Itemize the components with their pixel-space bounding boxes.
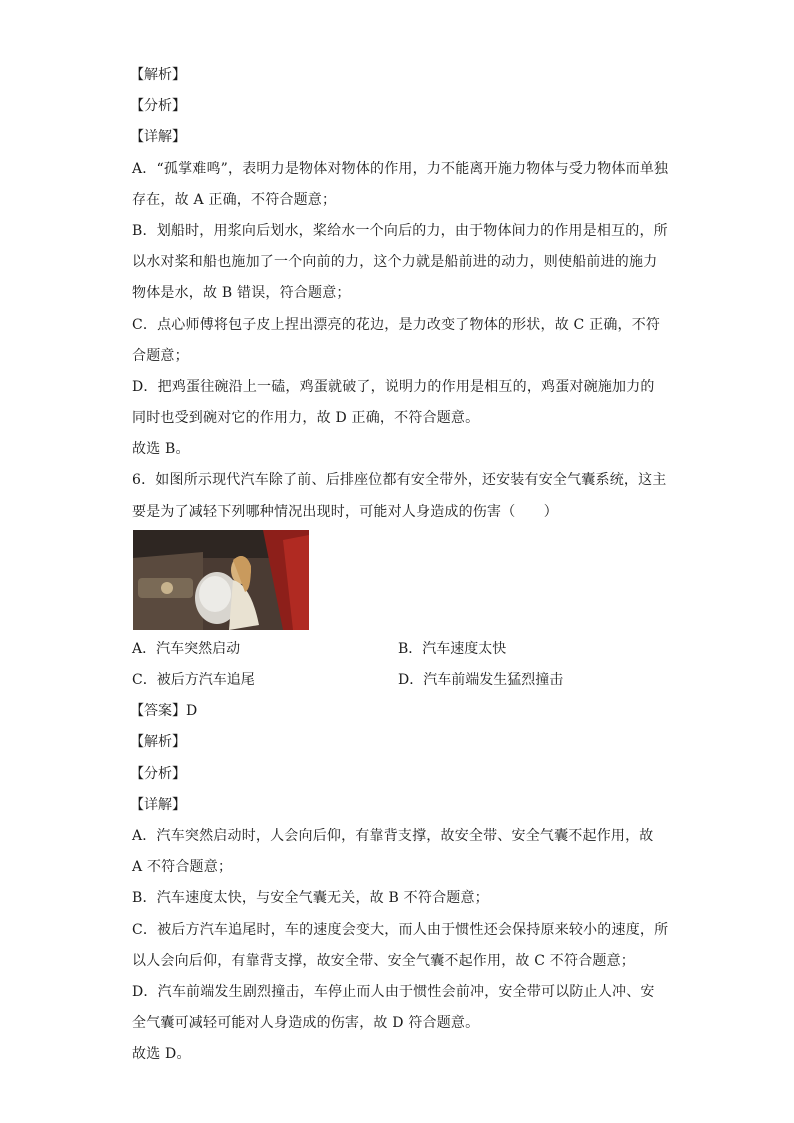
text-line: 以人会向后仰，有靠背支撑，故安全带、安全气囊不起作用，故 C 不符合题意； [132,952,636,969]
text-line: C．被后方汽车追尾时，车的速度会变大，而人由于惯性还会保持原来较小的速度，所 [132,921,669,938]
text-line: A．汽车突然启动时，人会向后仰，有靠背支撑，故安全带、安全气囊不起作用，故 [132,827,654,844]
text-line: 物体是水，故 B 错误，符合题意； [132,285,351,302]
heading-jiexi: 【解析】 [130,734,186,751]
airbag-illustration [133,530,309,630]
heading-fenxi: 【分析】 [130,98,186,115]
text-line: D．把鸡蛋往碗沿上一磕，鸡蛋就破了，说明力的作用是相互的，鸡蛋对碗施加力的 [132,378,655,395]
option-a: A．汽车突然启动 [132,640,241,657]
text-line: A．“孤掌难鸣”，表明力是物体对物体的作用，力不能离开施力物体与受力物体而单独 [132,160,669,177]
document-page [130,60,669,1070]
heading-xiangjie: 【详解】 [130,796,186,813]
option-d: D．汽车前端发生猛烈撞击 [398,672,564,688]
text-line: B．划船时，用浆向后划水，桨给水一个向后的力，由于物体间力的作用是相互的，所 [132,222,668,239]
text-line: 存在，故 A 正确，不符合题意； [132,191,337,208]
text-line: 同时也受到碗对它的作用力，故 D 正确，不符合题意。 [132,410,480,427]
answer-line: 【答案】D [130,703,198,720]
text-line: 以水对桨和船也施加了一个向前的力，这个力就是船前进的动力，则使船前进的施力 [132,254,658,271]
options-row-2 [132,665,664,696]
text-line: D．汽车前端发生剧烈撞击，车停止而人由于惯性会前冲，安全带可以防止人冲、安 [132,983,655,1000]
airbag-photo [133,530,309,630]
conclusion-line: 故选 D。 [132,1046,191,1063]
option-b: B．汽车速度太快 [398,640,507,657]
text-line: 合题意； [132,347,189,364]
option-c: C．被后方汽车追尾 [132,672,255,688]
question-stem: 要是为了减轻下列哪种情况出现时，可能对人身造成的伤害（ ） [132,503,558,520]
conclusion-line: 故选 B。 [132,441,190,458]
text-line: 全气囊可减轻可能对人身造成的伤害，故 D 符合题意。 [132,1015,480,1032]
text-line: A 不符合题意； [132,859,233,876]
heading-fenxi: 【分析】 [130,765,186,782]
heading-jiexi: 【解析】 [130,67,186,83]
text-line: B．汽车速度太快，与安全气囊无关，故 B 不符合题意； [132,890,489,907]
options-row-1 [132,634,664,665]
text-line: C．点心师傅将包子皮上捏出漂亮的花边，是力改变了物体的形状，故 C 正确，不符 [132,316,661,333]
heading-xiangjie: 【详解】 [130,129,186,146]
question-stem: 6．如图所示现代汽车除了前、后排座位都有安全带外，还安装有安全气囊系统，这主 [132,472,667,489]
